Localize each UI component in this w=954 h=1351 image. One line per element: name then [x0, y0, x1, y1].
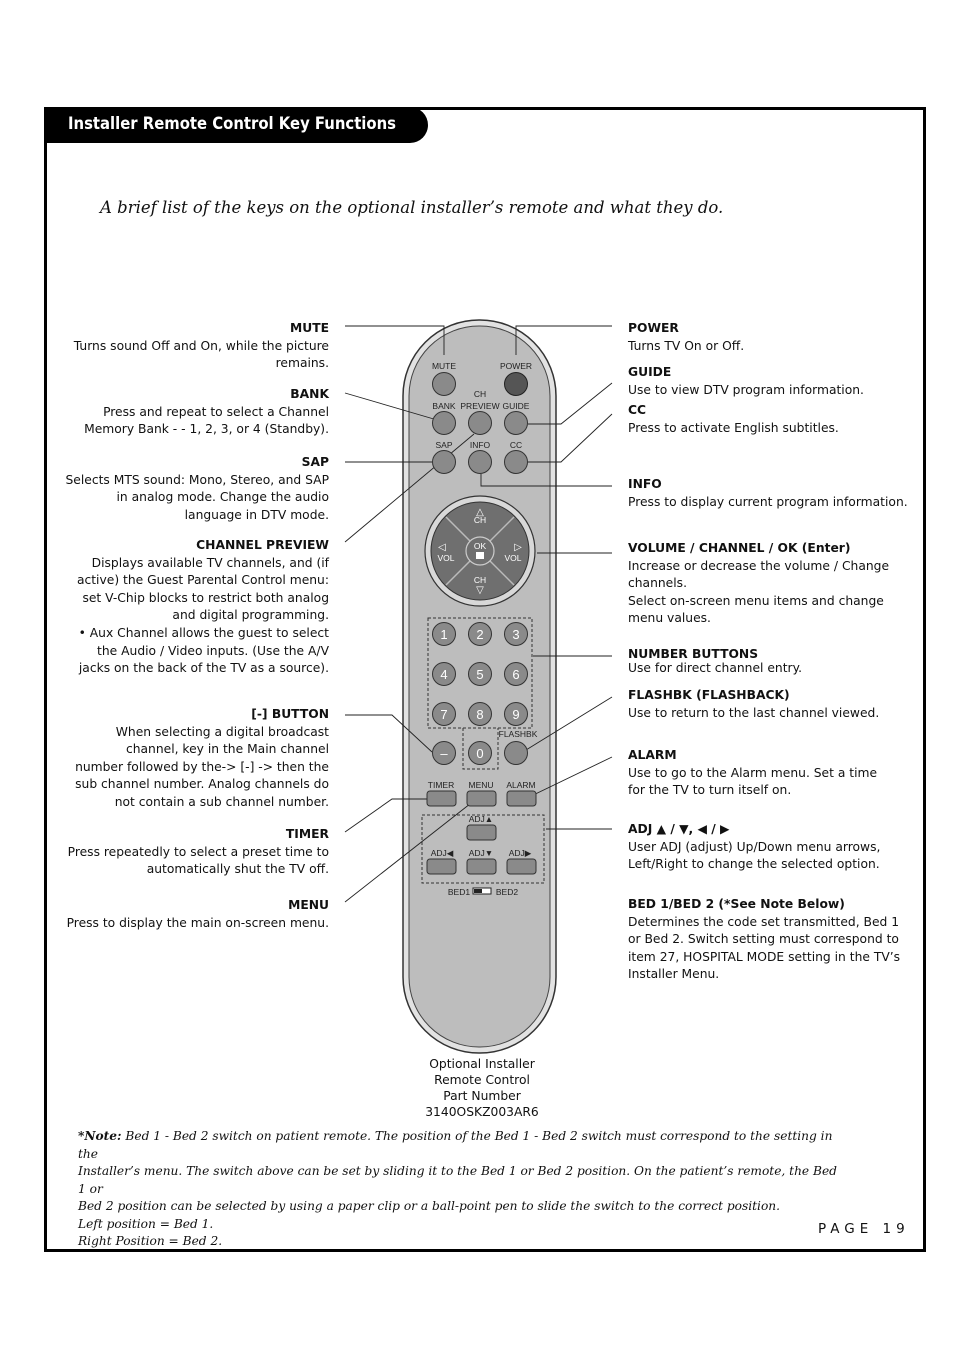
timer-button[interactable]: [427, 791, 456, 806]
desc-body: Press to display the main on-screen menu.: [66, 915, 329, 930]
ch-up-label: CH: [473, 515, 487, 525]
info-label: INFO: [469, 440, 491, 450]
digit-label: 9: [512, 707, 520, 722]
digit-label: 4: [440, 667, 448, 682]
desc-heading: MUTE: [289, 321, 329, 335]
ok-label: OK: [473, 541, 487, 551]
caption-line: Part Number: [443, 1089, 521, 1103]
desc-heading: [-] BUTTON: [251, 707, 329, 721]
desc-body: Use for direct channel entry.: [628, 661, 802, 675]
desc-body: Press and repeat to select a Channel Memory Bank - - 1, 2, 3, or 4 (Standby).: [84, 404, 329, 437]
desc-body: Press to display current program information.: [628, 494, 908, 509]
alarm-label: ALARM: [506, 780, 536, 790]
ch-down-label: CH: [473, 575, 487, 585]
digit-label: 6: [512, 667, 520, 682]
digit-label: 7: [440, 707, 448, 722]
ch-preview-label-2: PREVIEW: [460, 401, 500, 411]
guide-label: GUIDE: [502, 401, 530, 411]
ok-square-icon: [476, 552, 484, 559]
vol-left-label: VOL: [437, 553, 455, 563]
sap-button[interactable]: [433, 451, 456, 474]
desc-heading: SAP: [301, 455, 329, 469]
ch-preview-label-1: CH: [473, 389, 487, 399]
note-text: Bed 1 - Bed 2 switch on patient remote. The position of the Bed 1 - Bed 2 switch must correspond to the setting in the: [78, 1129, 833, 1161]
zero-label: 0: [476, 746, 484, 761]
ch-up-arrow-icon: △: [476, 507, 484, 518]
bed-switch-slider: [474, 889, 482, 893]
caption-line: Optional Installer: [429, 1057, 535, 1071]
adj-down-label: ADJ▼: [468, 848, 494, 858]
note-line: [78, 1128, 848, 1163]
desc-heading: GUIDE: [628, 365, 672, 379]
desc-heading: FLASHBK (FLASHBACK): [628, 688, 790, 702]
desc-heading: NUMBER BUTTONS: [628, 647, 759, 661]
sap-label: SAP: [435, 440, 453, 450]
desc-body: Press to activate English subtitles.: [628, 420, 839, 435]
adj-left-label: ADJ◀: [430, 848, 454, 858]
desc-body: Press repeatedly to select a preset time to automatically shut the TV off.: [67, 844, 329, 877]
remote-caption: [400, 1056, 564, 1120]
section-title: Installer Remote Control Key Functions: [68, 114, 396, 133]
intro-text: A brief list of the keys on the optional installer’s remote and what they do.: [100, 198, 724, 217]
adj-left-button[interactable]: [427, 859, 456, 874]
number-pad: [433, 623, 528, 726]
note-line: Bed 2 position can be selected by using a paper clip or a ball-point pen to slide the switch to the correct position.: [78, 1199, 781, 1213]
desc-heading: CC: [628, 403, 647, 417]
ch-preview-button[interactable]: [469, 412, 492, 435]
cc-label: CC: [509, 440, 523, 450]
desc-heading: INFO: [628, 477, 662, 491]
bank-label: BANK: [432, 401, 456, 411]
power-button[interactable]: [505, 373, 528, 396]
desc-body: Turns sound Off and On, while the picture remains.: [73, 338, 329, 371]
digit-label: 2: [476, 627, 484, 642]
adj-down-button[interactable]: [467, 859, 496, 874]
desc-heading: BANK: [290, 387, 329, 401]
note-line: Right Position = Bed 2.: [78, 1234, 223, 1248]
desc-heading: ALARM: [628, 748, 677, 762]
desc-body: Use to view DTV program information.: [628, 382, 864, 397]
desc-heading: TIMER: [285, 827, 329, 841]
desc-body: User ADJ (adjust) Up/Down menu arrows, Left/Right to change the selected option.: [628, 839, 881, 872]
timer-label: TIMER: [427, 780, 455, 790]
adj-right-button[interactable]: [507, 859, 536, 874]
desc-body: Determines the code set transmitted, Bed 1 or Bed 2. Switch setting must correspond to item 27, HOSPITAL MODE setting in the TV’s Installer Menu.: [628, 914, 901, 982]
desc-heading: POWER: [628, 321, 679, 335]
ch-down-arrow-icon: ▽: [476, 585, 484, 596]
desc-body: Increase or decrease the volume / Change channels. Select on-screen menu items and change menu values.: [628, 558, 890, 626]
desc-heading: MENU: [288, 898, 329, 912]
digit-label: 3: [512, 627, 520, 642]
power-label: POWER: [499, 361, 533, 371]
vol-left-arrow-icon: ◁: [438, 542, 446, 553]
adj-up-label: ADJ▲: [468, 814, 494, 824]
menu-label: MENU: [468, 780, 494, 790]
page-number: PAGE 19: [818, 1221, 910, 1237]
desc-body: Use to go to the Alarm menu. Set a time for the TV to turn itself on.: [628, 765, 878, 798]
flashbk-button[interactable]: [505, 742, 528, 765]
menu-button[interactable]: [467, 791, 496, 806]
digit-label: 8: [476, 707, 484, 722]
mute-button[interactable]: [433, 373, 456, 396]
note-line: Left position = Bed 1.: [78, 1216, 214, 1231]
desc-heading: CHANNEL PREVIEW: [196, 538, 329, 552]
mute-label: MUTE: [431, 361, 457, 371]
desc-heading: VOLUME / CHANNEL / OK (Enter): [628, 541, 851, 555]
caption-line: Remote Control: [434, 1073, 530, 1087]
vol-right-label: VOL: [504, 553, 522, 563]
note-line: Installer’s menu. The switch above can be set by sliding it to the Bed 1 or Bed 2 position. On the patient’s remote, the Bed 1 or: [78, 1164, 837, 1196]
dash-label: –: [440, 746, 448, 761]
alarm-button[interactable]: [507, 791, 536, 806]
vol-right-arrow-icon: ▷: [514, 542, 522, 553]
note-label: *Note:: [78, 1129, 122, 1143]
desc-body: Selects MTS sound: Mono, Stereo, and SAP in analog mode. Change the audio language in DTV mode.: [65, 472, 329, 522]
bed2-label: BED2: [495, 887, 519, 897]
adj-right-label: ADJ▶: [508, 848, 532, 858]
info-button[interactable]: [469, 451, 492, 474]
guide-button[interactable]: [505, 412, 528, 435]
adj-up-button[interactable]: [467, 825, 496, 840]
desc-body: Turns TV On or Off.: [628, 338, 745, 353]
digit-label: 1: [440, 627, 448, 642]
caption-line: 3140OSKZ003AR6: [425, 1105, 539, 1119]
desc-heading: BED 1/BED 2 (*See Note Below): [628, 897, 845, 911]
desc-body: Displays available TV channels, and (if active) the Guest Parental Control menu: set V-Chip blocks to restrict both analog and digital programming. • Aux Channel allows the guest to select the Audio / Video inputs. (Use the A/V jacks on the back of the TV as a source).: [76, 555, 329, 676]
bed1-label: BED1: [447, 887, 471, 897]
footnote: [78, 1128, 848, 1251]
desc-heading: ADJ ▲ / ▼, ◀ / ▶: [628, 822, 730, 836]
cc-button[interactable]: [505, 451, 528, 474]
desc-body: Use to return to the last channel viewed.: [628, 705, 880, 720]
digit-label: 5: [476, 667, 484, 682]
flashbk-label: FLASHBK: [498, 729, 538, 739]
desc-body: When selecting a digital broadcast channel, key in the Main channel number followed by the-> [-] -> then the sub channel number. Analog channels do not contain a sub channel number.: [75, 724, 329, 809]
bank-button[interactable]: [433, 412, 456, 435]
